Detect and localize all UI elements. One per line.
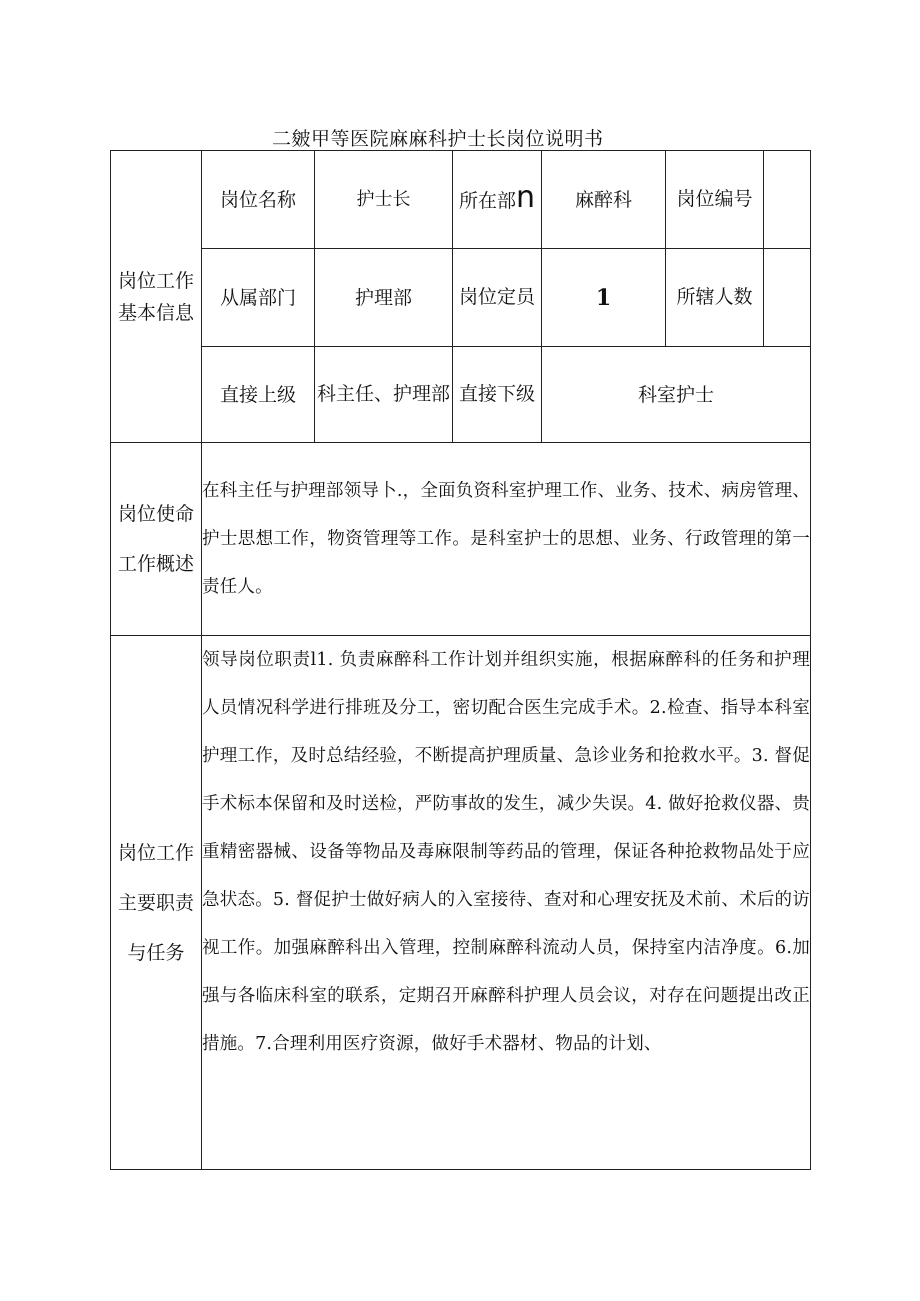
responsibilities-label: 岗位工作主要职责与任务	[111, 636, 202, 1170]
responsibilities-row	[111, 636, 811, 1170]
mission-row	[111, 443, 811, 636]
parent-department-label: 从属部门	[202, 249, 315, 347]
department-label-tail: n	[516, 180, 536, 215]
parent-department-value: 护理部	[315, 249, 453, 347]
department-label-main: 所在部	[458, 190, 516, 212]
position-number-label: 岗位编号	[666, 151, 764, 249]
subordinate-count-value	[764, 249, 811, 347]
direct-subordinate-label: 直接下级	[453, 347, 542, 443]
mission-label: 岗位使命工作概述	[111, 443, 202, 636]
position-number-value	[764, 151, 811, 249]
department-label	[453, 151, 542, 249]
job-description-table	[110, 150, 811, 1170]
staffing-label: 岗位定员	[453, 249, 542, 347]
basic-info-row-1	[111, 151, 811, 249]
basic-info-row-2	[111, 249, 811, 347]
department-value: 麻醉科	[542, 151, 666, 249]
direct-subordinate-value: 科室护士	[542, 347, 811, 443]
position-name-label: 岗位名称	[202, 151, 315, 249]
document-title: 二皴甲等医院麻麻科护士长岗位说明书	[272, 128, 604, 150]
basic-info-section-label: 岗位工作基本信息	[111, 151, 202, 443]
staffing-value: 1	[542, 249, 666, 347]
direct-superior-label: 直接上级	[202, 347, 315, 443]
responsibilities-text: 领导岗位职责l1. 负责麻醉科工作计划并组织实施，根据麻醉科的任务和护理人员情况科学进行排班及分工，密切配合医生完成手术。2.检查、指导本科室护理工作，及时总结经验，不断提高护理质量、急诊业务和抢救水平。3. 督促手术标本保留和及时送检，严防事故的发生，减少失误。4. 做好抢救仪器、贵重精密器械、设备等物品及毒麻限制等药品的管理，保证各种抢救物品处于应急状态。5. 督促护士做好病人的入室接待、查对和心理安抚及术前、术后的访视工作。加强麻醉科出入管理，控制麻醉科流动人员，保持室内洁净度。6.加强与各临床科室的联系，定期召开麻醉科护理人员会议，对存在问题提出改正措施。7.合理利用医疗资源，做好手术器材、物品的计划、	[202, 636, 811, 1170]
direct-superior-value: 科主任、护理部	[315, 347, 453, 443]
basic-info-row-3	[111, 347, 811, 443]
mission-text: 在科主任与护理部领导卜.，全面负资科室护理工作、业务、技术、病房管理、护士思想工作，物资管理等工作。是科室护士的思想、业务、行政管理的第一责任人。	[202, 443, 811, 636]
position-name-value: 护士长	[315, 151, 453, 249]
subordinate-count-label: 所辖人数	[666, 249, 764, 347]
